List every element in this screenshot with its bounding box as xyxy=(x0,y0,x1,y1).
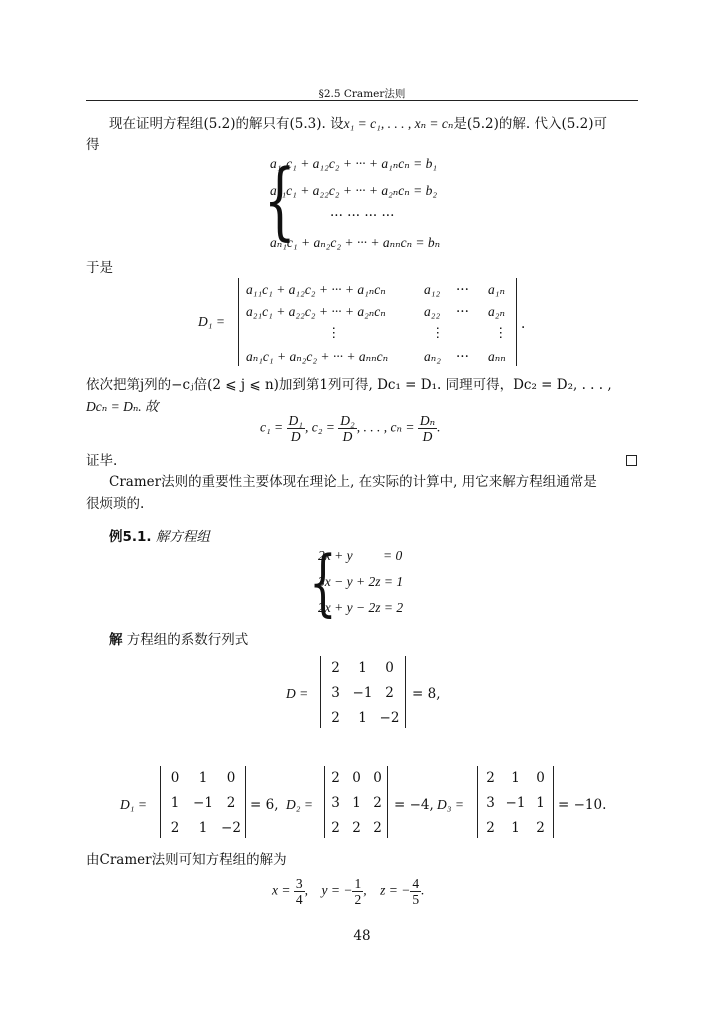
det-cell: 2 xyxy=(226,795,236,811)
para1-line2: 得 xyxy=(86,137,100,153)
left-brace: { xyxy=(263,151,296,249)
fraction: $\frac{\text{D₁}}{D}$ xyxy=(288,413,303,444)
det-bar-left xyxy=(238,278,239,366)
det-cell: 0 xyxy=(373,770,382,786)
det-cell: 2 xyxy=(536,820,545,836)
left-brace: { xyxy=(309,540,337,624)
dets-d3-lhs: D₃ = xyxy=(437,797,464,812)
det-bar-right xyxy=(516,278,517,366)
conclusion-text: 由Cramer法则可知方程组的解为 xyxy=(86,852,287,868)
det-cell: 0 xyxy=(352,770,361,786)
det-bar-right xyxy=(245,766,246,838)
d1-lhs: D₁ = xyxy=(198,314,225,329)
fraction: $\frac{1}{2}$ xyxy=(354,876,362,907)
det-cell: 1 xyxy=(352,795,361,811)
system2-row: 2x + y − 2z = 2 xyxy=(318,600,404,615)
d1-cell: ⋮ xyxy=(494,325,508,341)
dets-d2-rhs: = −4, xyxy=(394,797,434,813)
det-cell: −1 xyxy=(352,685,373,701)
para1-line1: 现在证明方程组(5.2)的解只有(5.3). 设x₁ = c₁, . . . , xₙ = cₙ是(5.2)的解. 代入(5.2)可 xyxy=(109,116,607,132)
det-cell: 2 xyxy=(331,660,340,676)
det-cell: 3 xyxy=(486,795,495,811)
det-cell: 0 xyxy=(536,770,545,786)
d1-cell: ⋮ xyxy=(327,325,341,341)
page-number: 48 xyxy=(353,928,371,944)
system2-row: 2x + y = 0 xyxy=(318,548,403,563)
det-cell: 2 xyxy=(331,820,340,836)
para3-line2: 很烦琐的. xyxy=(86,496,145,512)
d1-cell: a₂₁c₁ + a₂₂c₂ + ··· + a₂ₙcₙ xyxy=(246,304,386,319)
det-cell: 1 xyxy=(198,820,208,836)
det-cell: 0 xyxy=(226,770,236,786)
det-cell: 2 xyxy=(170,820,180,836)
det-cell: 1 xyxy=(511,770,520,786)
fraction: $\frac{\text{D₂}}{D}$ xyxy=(340,413,355,444)
det-cell: −2 xyxy=(221,820,241,836)
system1-row: aₙ₁c₁ + aₙ₂c₂ + ··· + aₙₙcₙ = bₙ xyxy=(270,235,441,250)
det-cell: 2 xyxy=(486,820,495,836)
det-cell: 1 xyxy=(358,710,367,726)
det-cell: 2 xyxy=(373,820,382,836)
d1-cell: a₂₂ xyxy=(424,304,441,319)
det-cell: 2 xyxy=(486,770,495,786)
c-equations: c₁ = $\frac{\text{D₁}}{D}$ , c₂ = $\frac{\text{D₂}}{D}$ , . . . , cₙ = $\frac{\text{Dₙ}}{D}$ . xyxy=(260,413,441,444)
fraction: $\frac{\text{Dₙ}}{D}$ xyxy=(419,413,436,444)
d1-cell: aₙ₂ xyxy=(424,349,441,364)
qed-square-icon xyxy=(626,455,637,466)
det-cell: 3 xyxy=(331,685,340,701)
d1-cell: a₁₁c₁ + a₁₂c₂ + ··· + a₁ₙcₙ xyxy=(246,282,386,297)
d1-cell: a₁₂ xyxy=(424,282,441,297)
para2-line2: Dcₙ = Dₙ. 故 xyxy=(86,399,159,414)
d1-cell: a₂ₙ xyxy=(488,304,505,319)
d1-cell: ⋮ xyxy=(431,325,445,341)
det-cell: −1 xyxy=(193,795,213,811)
para2-line1: 依次把第j列的−cⱼ倍(2 ⩽ j ⩽ n)加到第1列可得, Dc₁ = D₁. 同理可得，Dc₂ = D₂, . . . , xyxy=(86,377,612,393)
det-cell: 2 xyxy=(331,710,340,726)
final-solution: x = $\frac{3}{4}$ , y = − $\frac{1}{2}$ , z = − $\frac{4}{5}$ . xyxy=(272,876,425,907)
det-cell: −1 xyxy=(505,795,526,811)
fraction: $\frac{4}{5}$ xyxy=(412,876,420,907)
d1-period: . xyxy=(521,316,526,332)
det-cell: 0 xyxy=(385,660,394,676)
solution-heading: 解 方程组的系数行列式 xyxy=(109,632,249,648)
text-yushi: 于是 xyxy=(86,260,113,276)
example-heading: 例5.1. 解方程组 xyxy=(109,529,210,545)
det-cell: 1 xyxy=(536,795,545,811)
det-cell: 2 xyxy=(373,795,382,811)
det-cell: 1 xyxy=(358,660,367,676)
detD-lhs: D = xyxy=(286,686,309,701)
det-cell: −2 xyxy=(379,710,400,726)
fraction: $\frac{3}{4}$ xyxy=(295,876,303,907)
eq-x-values: x₁ = c₁, . . . , xₙ = cₙ xyxy=(343,116,454,131)
dets-d1-rhs: = 6, xyxy=(250,797,279,813)
detD-rhs: = 8, xyxy=(412,686,441,702)
text-zhengbi: 证毕. xyxy=(86,453,118,469)
para3-line1: Cramer法则的重要性主要体现在理论上, 在实际的计算中, 用它来解方程组通常是 xyxy=(109,474,597,490)
det-cell: 2 xyxy=(385,685,394,701)
dets-d2-lhs: D₂ = xyxy=(286,797,313,812)
system1-row: a₁₁c₁ + a₁₂c₂ + ··· + a₁ₙcₙ = b₁ xyxy=(270,156,438,171)
d1-cell: ··· xyxy=(456,282,469,298)
dets-d1-lhs: D₁ = xyxy=(120,797,147,812)
system1-row: ··· ··· ··· ··· xyxy=(330,208,395,224)
d1-cell: aₙ₁c₁ + aₙ₂c₂ + ··· + aₙₙcₙ xyxy=(246,349,389,364)
dets-d3-rhs: = −10. xyxy=(558,797,607,813)
system1-row: a₂₁c₁ + a₂₂c₂ + ··· + a₂ₙcₙ = b₂ xyxy=(270,183,438,198)
det-bar-right xyxy=(405,656,406,728)
det-cell: 0 xyxy=(170,770,180,786)
d1-cell: aₙₙ xyxy=(488,349,506,364)
det-bar-right xyxy=(553,766,554,838)
det-cell: 1 xyxy=(170,795,180,811)
d1-cell: ··· xyxy=(456,304,469,320)
det-cell: 1 xyxy=(511,820,520,836)
det-cell: 3 xyxy=(331,795,340,811)
d1-cell: a₁ₙ xyxy=(488,282,505,297)
system2-row: 3x − y + 2z = 1 xyxy=(318,574,404,589)
det-cell: 1 xyxy=(198,770,208,786)
det-cell: 2 xyxy=(331,770,340,786)
running-header: §2.5 Cramer法则 xyxy=(318,88,406,100)
d1-cell: ··· xyxy=(456,349,469,365)
det-bar-left xyxy=(320,656,321,728)
header-rule xyxy=(86,100,638,101)
det-cell: 2 xyxy=(352,820,361,836)
